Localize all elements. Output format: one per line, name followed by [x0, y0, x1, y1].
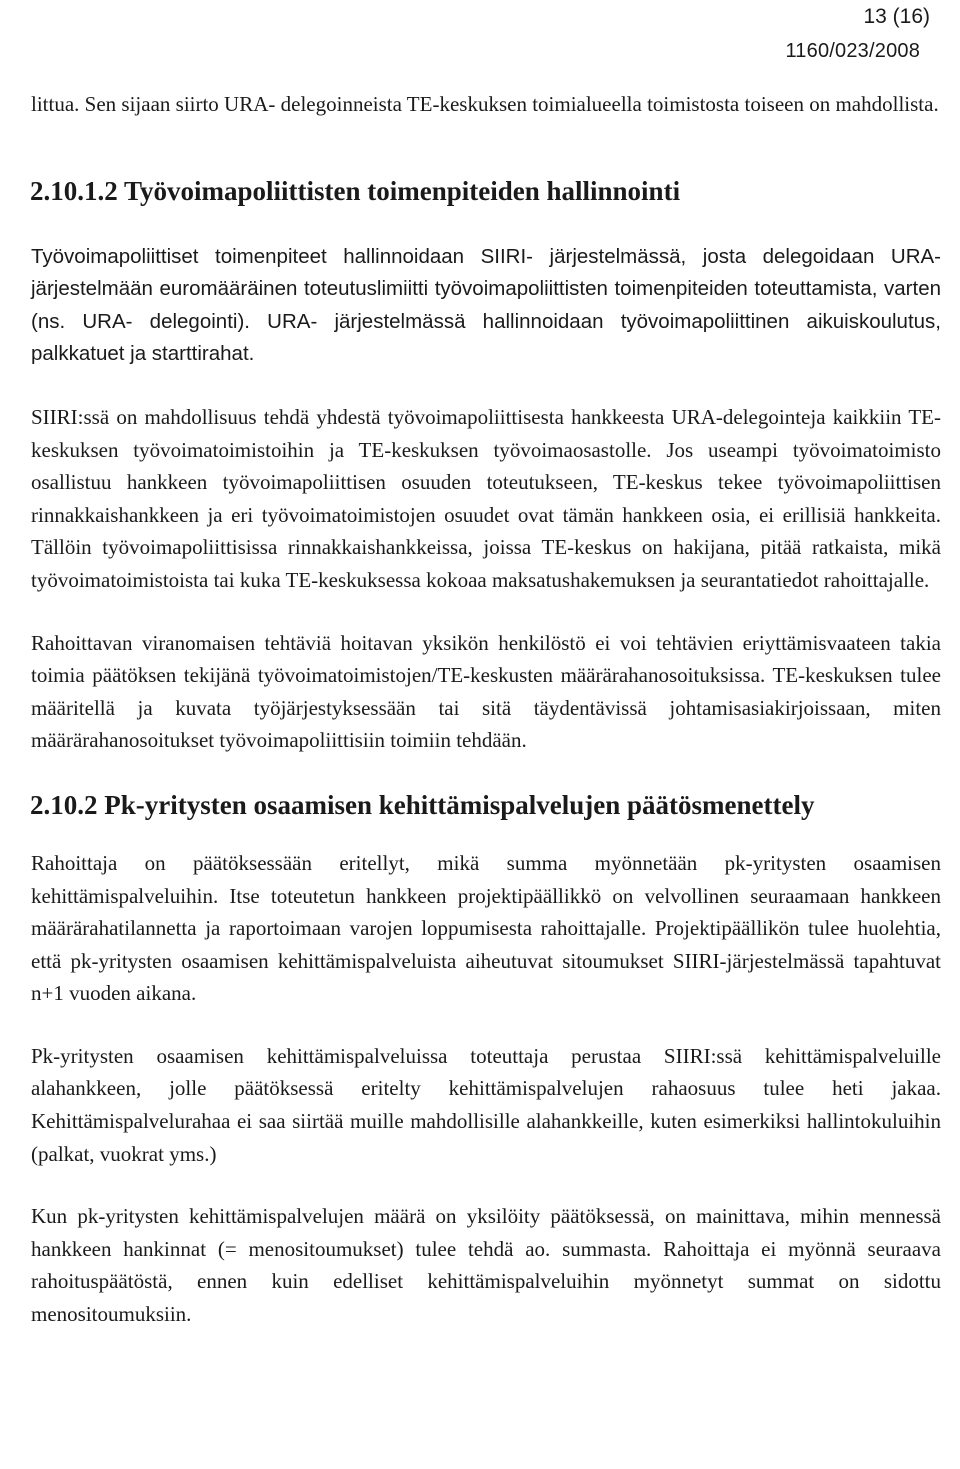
section-heading-2-10-1-2: 2.10.1.2 Työvoimapoliittisten toimenpiteiden hallinnointi [30, 175, 681, 206]
paragraph-alahanke: Pk-yritysten osaamisen kehittämispalveluissa toteuttaja perustaa SIIRI:ssä kehittämispalveluille alahankkeen, jolle päätöksessä eritelty kehittämispalvelujen rahaosuus tulee heti jakaa. Kehittämispalvelurahaa ei saa siirtää muille mahdollisille alahankkeille, kuten esimerkiksi hallintokuluihin (palkat, vuokrat yms.) [31, 1043, 941, 1166]
paragraph-rahoittava-viranomainen: Rahoittavan viranomaisen tehtäviä hoitavan yksikön henkilöstö ei voi tehtävien eriyttämisvaateen takia toimia päätöksen tekijänä työvoimatoimistojen/TE-keskusten määrärahanosoituksissa. TE-keskuksen tulee määritellä ja kuvata työjärjestyksessään tai sitä täydentävissä johtamisasiakirjoissaan, miten määrärahanosoitukset työvoimapoliittisiin toimiin tehdään. [31, 630, 941, 753]
paragraph-ura-delegointi: SIIRI:ssä on mahdollisuus tehdä yhdestä työvoimapoliittisesta hankkeesta URA-delegointeja kaikkiin TE-keskuksen työvoimatoimistoihin ja TE-keskuksen työvoimaosastolle. Jos useampi työvoimatoimisto osallistuu hankkeen työvoimapoliittisen osuuden toteutukseen, TE-keskus tekee työvoimapoliittisen rinnakkaishankkeen ja eri työvoimatoimistojen osuudet ovat tämän hankkeen osia, ei erillisiä hankkeita. Tällöin työvoimapoliittisissa rinnakkaishankkeissa, joissa TE-keskus on hakijana, pitää ratkaista, mikä työvoimatoimistoista tai kuka TE-keskuksessa kokoaa maksatushakemuksen ja seurantatiedot rahoittajalle. [31, 404, 941, 592]
section-heading-2-10-2: 2.10.2 Pk-yritysten osaamisen kehittämispalvelujen päätösmenettely [30, 789, 815, 820]
paragraph-menositoumukset: Kun pk-yritysten kehittämispalvelujen määrä on yksilöity päätöksessä, on mainittava, mihin mennessä hankkeen hankinnat (= menositoumukset) tulee tehdä ao. summasta. Rahoittaja ei myönnä seuraava rahoituspäätöstä, ennen kuin edelliset kehittämispalveluihin myönnetyt summat on sidottu menositoumuksiin. [31, 1204, 941, 1327]
document-reference: 1160/023/2008 [785, 40, 921, 62]
document-body [31, 88, 941, 1331]
intro-paragraph: littua. Sen sijaan siirto URA- delegoinneista TE-keskuksen toimialueella toimistosta toiseen on mahdollista. [31, 92, 939, 116]
paragraph-siiri-toimenpiteet: Työvoimapoliittiset toimenpiteet hallinnoidaan SIIRI- järjestelmässä, josta delegoidaan URA- järjestelmään euromääräinen toteutuslimiitti työvoimapoliittisten toimenpiteiden toteuttamista, varten (ns. URA- delegointi). URA- järjestelmässä hallinnoidaan työvoimapoliittinen aikuiskoulutus, palkkatuet ja starttirahat. [31, 244, 941, 366]
page-header [785, 0, 930, 68]
paragraph-rahoittaja-paatos: Rahoittaja on päätöksessään eritellyt, mikä summa myönnetään pk-yritysten osaamisen kehittämispalveluihin. Itse toteutetun hankkeen projektipäällikkö on velvollinen seuraamaan hankkeen määrärahatilannetta ja raportoimaan varojen loppumisesta rahoittajalle. Projektipäällikön tulee huolehtia, että pk-yritysten osaamisen kehittämispalveluista aiheutuvat sitoumukset SIIRI-järjestelmässä tapahtuvat n+1 vuoden aikana. [31, 850, 941, 1006]
page-number: 13 (16) [863, 5, 930, 28]
